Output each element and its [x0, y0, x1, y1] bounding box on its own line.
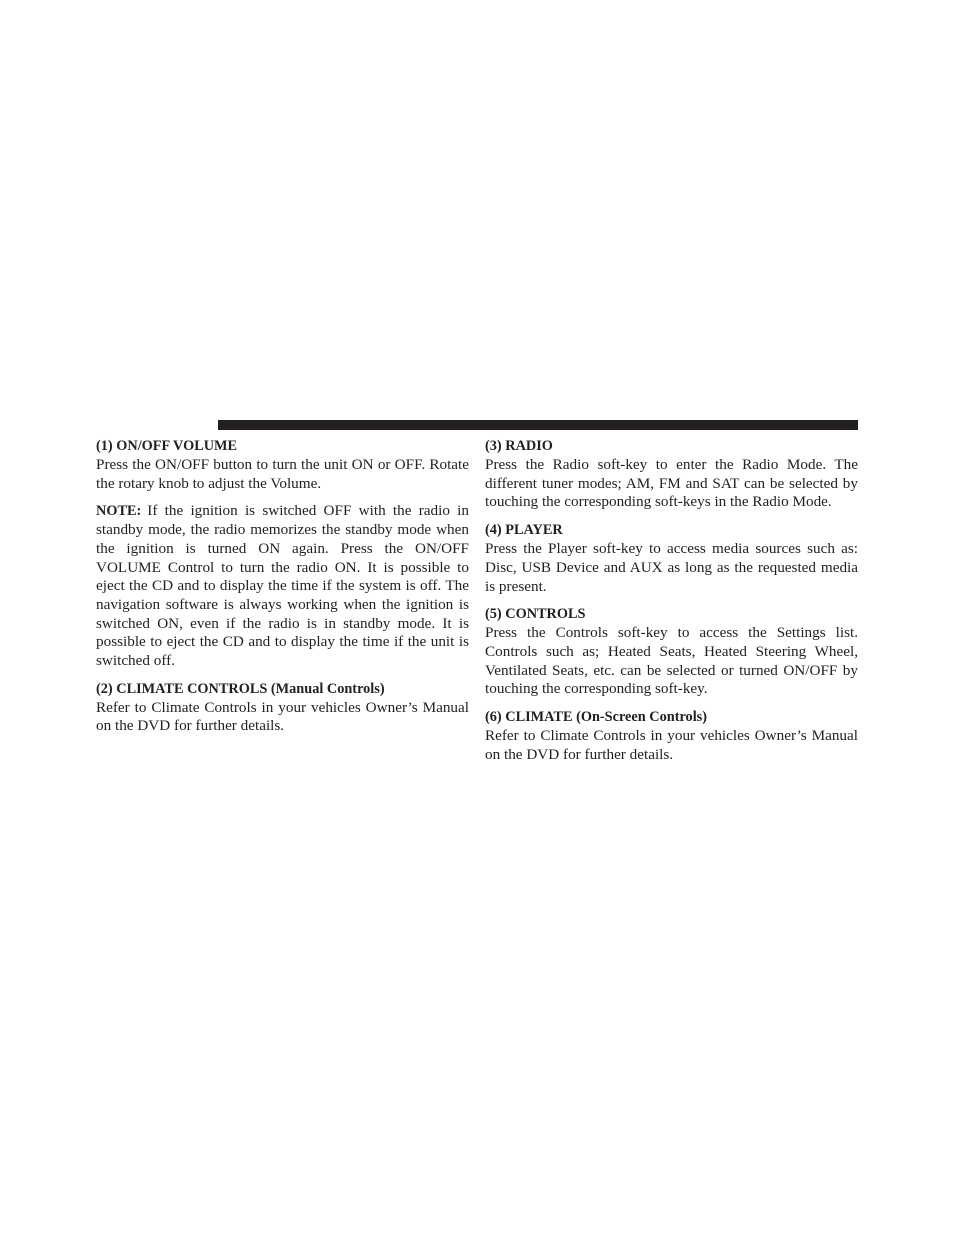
- section-header-bar: [218, 420, 858, 430]
- section-climate-controls: [96, 680, 469, 736]
- section-body: Press the Controls soft-key to access the Settings list. Controls such as; Heated Seats, Heated Steering Wheel, Ventilated Seats, etc. can be selected or turned ON/OFF by touching the corresponding soft-key.: [485, 624, 858, 698]
- left-column: [96, 437, 469, 745]
- section-body: Refer to Climate Controls in your vehicles Owner’s Manual on the DVD for further details.: [485, 727, 858, 763]
- section-heading: (4) PLAYER: [485, 522, 563, 539]
- right-column: [485, 437, 858, 773]
- section-body: Press the ON/OFF button to turn the unit ON or OFF. Rotate the rotary knob to adjust the Volume.: [96, 456, 469, 492]
- section-body: Press the Player soft-key to access media sources such as: Disc, USB Device and AUX as long as the requested media is present.: [485, 540, 858, 595]
- section-heading: (1) ON/OFF VOLUME: [96, 438, 238, 454]
- section-body: Press the Radio soft-key to enter the Radio Mode. The different tuner modes; AM, FM and SAT can be selected by touching the corresponding soft-keys in the Radio Mode.: [485, 456, 858, 511]
- section-heading: (3) RADIO: [485, 438, 553, 454]
- section-player: [485, 521, 858, 596]
- section-heading: (6) CLIMATE (On-Screen Controls): [485, 709, 707, 726]
- section-body: Refer to Climate Controls in your vehicles Owner’s Manual on the DVD for further details.: [96, 698, 469, 735]
- section-controls: [485, 605, 858, 699]
- section-heading: (2) CLIMATE CONTROLS (Manual Controls): [96, 680, 385, 697]
- note-block: [96, 502, 469, 670]
- section-on-off-volume: [96, 437, 469, 493]
- note-label: NOTE:: [96, 503, 142, 520]
- section-heading: (5) CONTROLS: [485, 606, 586, 623]
- section-radio: [485, 437, 858, 512]
- section-climate-on-screen: [485, 708, 858, 764]
- note-text: If the ignition is switched OFF with the radio in standby mode, the radio memorizes the standby mode when the ignition is turned ON again. Press the ON/OFF VOLUME Control to turn the radio ON. It is possible to eject the CD and to display the time if the system is off. The navigation software is always working when the ignition is switched ON, even if the radio is in standby mode. It is possible to eject the CD and to display the time if the unit is switched off.: [96, 502, 469, 670]
